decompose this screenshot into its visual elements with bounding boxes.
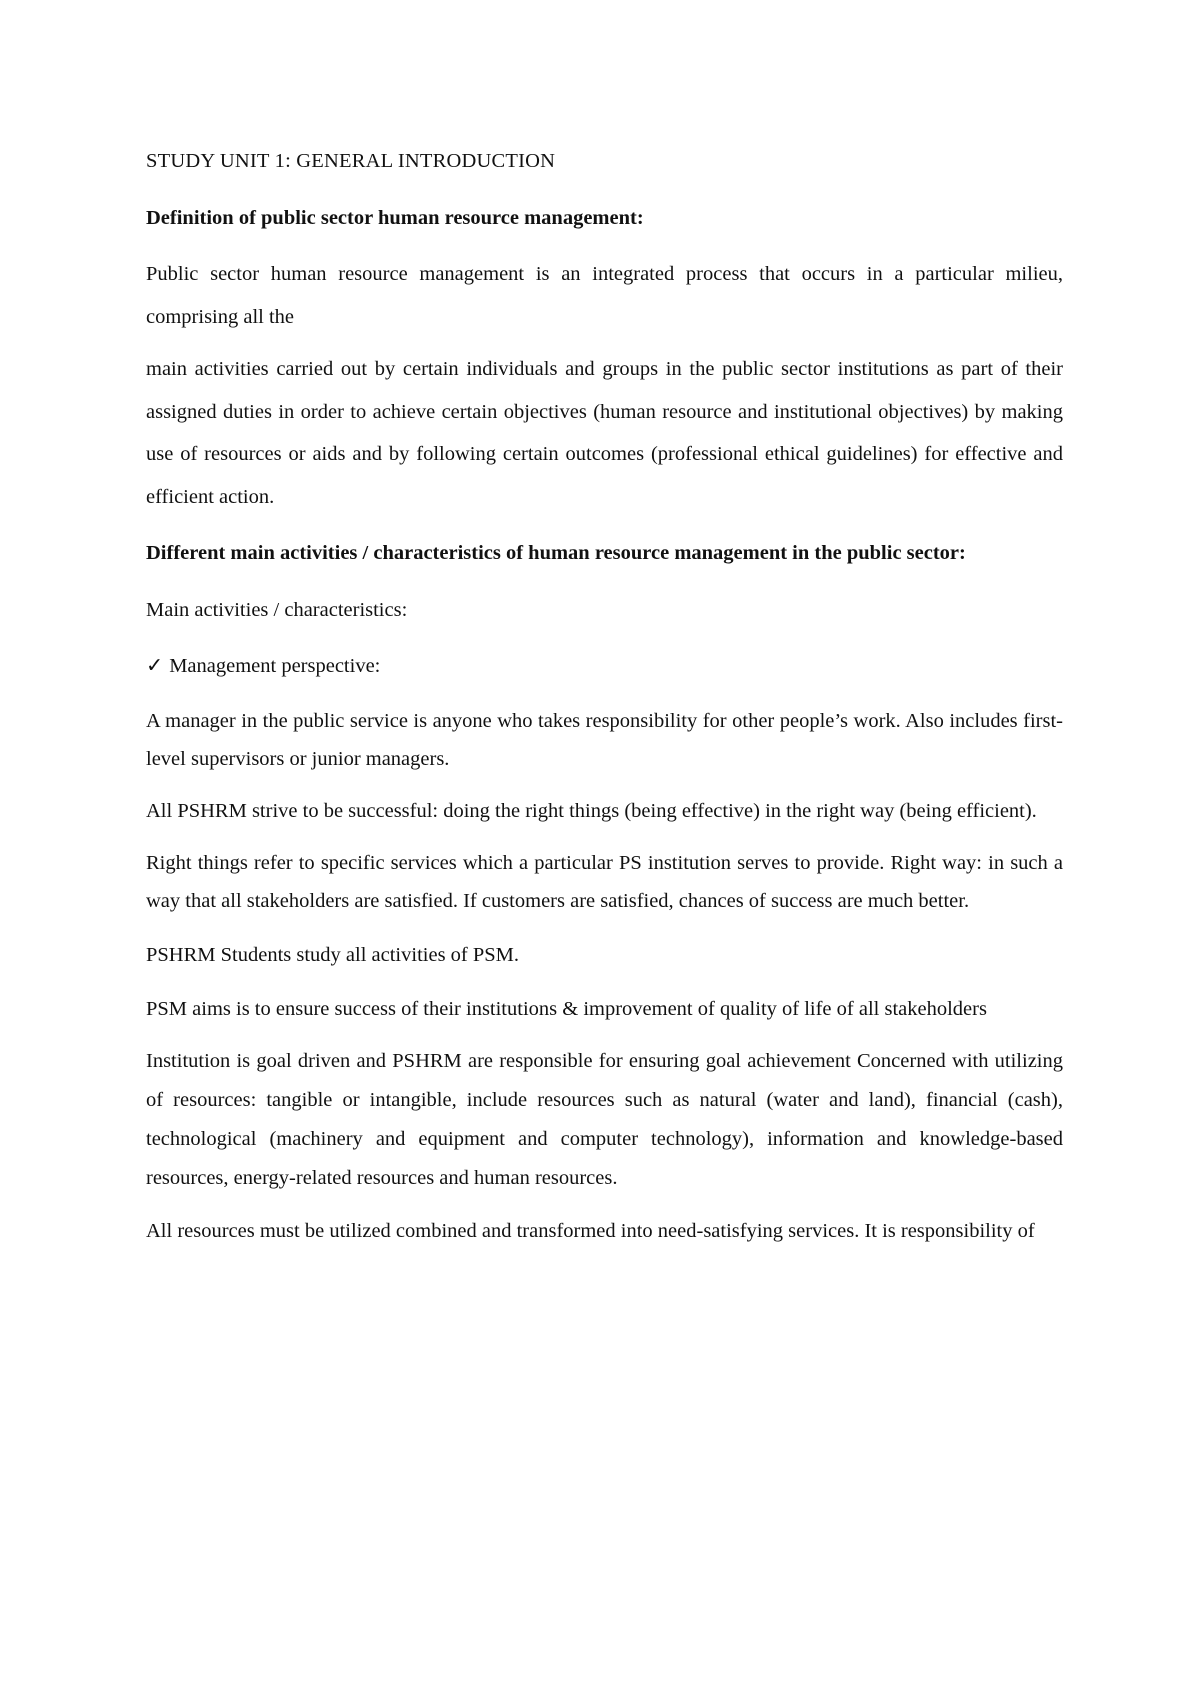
right-things-paragraph: Right things refer to specific services which a particular PS institution serves to provide. Right way: in such a way that all stakeholders are satisfied. If customers are satisfied, chances of success are much better. [146, 851, 1063, 912]
checkmark-icon: ✓ [146, 655, 164, 677]
activities-intro: Main activities / characteristics: [146, 598, 408, 621]
resources-paragraph: All resources must be utilized combined and transformed into need-satisfying services. It is responsibility of [146, 1220, 1035, 1242]
management-perspective-label: Management perspective: [169, 655, 381, 677]
activities-heading: Different main activities / characteristics of human resource management in the public sector: [146, 542, 966, 564]
definition-paragraph-1: Public sector human resource management is an integrated process that occurs in a particular milieu, comprising all the [146, 263, 1063, 328]
management-perspective-item [146, 645, 1063, 688]
document-title: STUDY UNIT 1: GENERAL INTRODUCTION [146, 150, 556, 172]
document-body [146, 140, 1063, 1264]
institution-paragraph: Institution is goal driven and PSHRM are responsible for ensuring goal achievement Concerned with utilizing of resources: tangible or intangible, include resources such as natural (water and land), financial (cash), technological (machinery and equipment and computer technology), information and knowledge-based resources, energy-related resources and human resources. [146, 1050, 1063, 1189]
definition-paragraph-2: main activities carried out by certain individuals and groups in the public sector institutions as part of their assigned duties in order to achieve certain objectives (human resource and institutional objectives) by making use of resources or aids and by following certain outcomes (professional ethical guidelines) for effective and efficient action. [146, 358, 1063, 508]
manager-paragraph: A manager in the public service is anyone who takes responsibility for other people’s work. Also includes first-level supervisors or junior managers. [146, 709, 1063, 770]
students-paragraph: PSHRM Students study all activities of PSM. [146, 943, 520, 966]
definition-heading: Definition of public sector human resource management: [146, 206, 644, 229]
psm-aims-paragraph: PSM aims is to ensure success of their institutions & improvement of quality of life of all stakeholders [146, 998, 987, 1020]
pshrm-success-paragraph: All PSHRM strive to be successful: doing the right things (being effective) in the right way (being efficient). [146, 799, 1037, 822]
